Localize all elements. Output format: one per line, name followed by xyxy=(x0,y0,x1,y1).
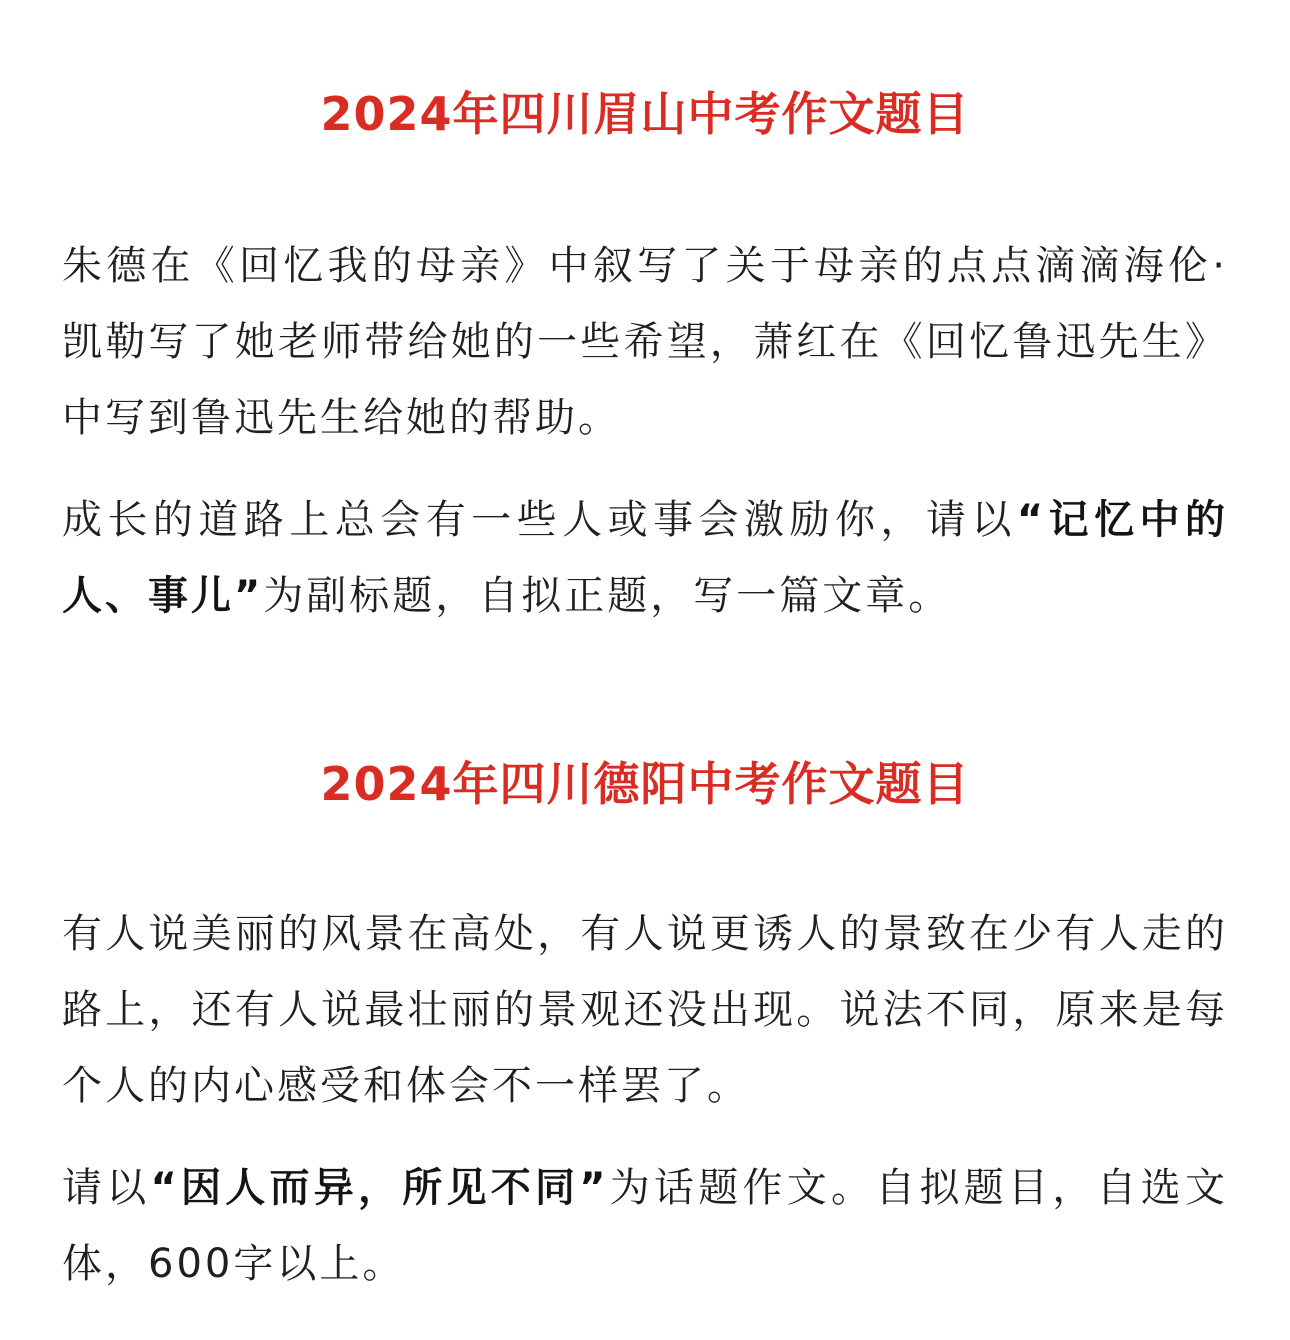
section-title-deyang: 2024年四川德阳中考作文题目 xyxy=(320,757,970,811)
prompt-paragraph-meishan-material: 朱德在《回忆我的母亲》中叙写了关于母亲的点点滴滴海伦·凯勒写了她老师带给她的一些希望，萧红在《回忆鲁迅先生》中写到鲁迅先生给她的帮助。 xyxy=(62,243,1228,441)
prompt-paragraph-meishan-task xyxy=(62,482,1228,634)
task-subtitle-emphasis: “记忆中的人、事儿” xyxy=(62,497,1229,619)
task-text-after: 为话题作文。自拟题目，自选文体，600字以上。 xyxy=(62,1165,1229,1287)
prompt-paragraph-deyang-material: 有人说美丽的风景在高处，有人说更诱人的景致在少有人走的路上，还有人说最壮丽的景观还没出现。说法不同，原来是每个人的内心感受和体会不一样罢了。 xyxy=(62,911,1228,1109)
prompt-paragraph-deyang-task xyxy=(62,1150,1228,1302)
task-text-after: 为副标题，自拟正题，写一篇文章。 xyxy=(263,573,952,619)
task-text-before: 请以 xyxy=(62,1165,151,1211)
section-title-meishan: 2024年四川眉山中考作文题目 xyxy=(320,87,970,141)
task-topic-emphasis: “因人而异，所见不同” xyxy=(150,1165,609,1211)
task-text-before: 成长的道路上总会有一些人或事会激励你，请以 xyxy=(62,497,1017,543)
